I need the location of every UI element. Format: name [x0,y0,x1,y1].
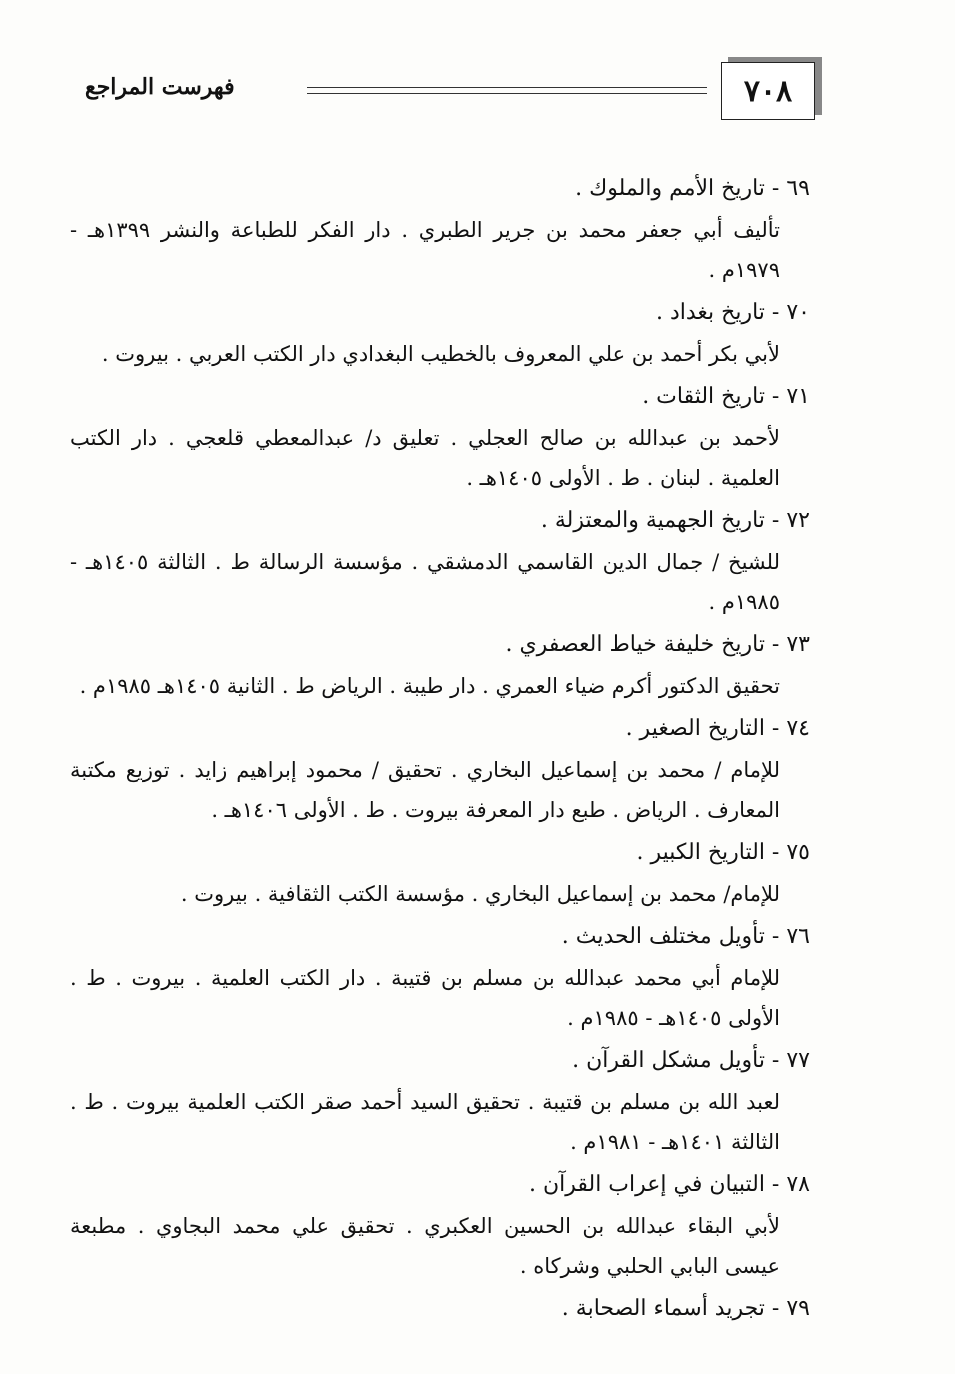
reference-entry [70,834,820,914]
reference-entry [70,1042,820,1162]
reference-entry [70,502,820,622]
page-header [85,60,815,130]
reference-entry [70,710,820,830]
entry-title: ٧٢ - تاريخ الجهمية والمعتزلة . [540,508,810,533]
reference-entry [70,918,820,1038]
reference-entry [70,1290,820,1328]
entry-title: ٧٤ - التاريخ الصغير . [625,716,810,741]
reference-entry [70,1166,820,1286]
header-rule [307,87,707,88]
page-number: ٧٠٨ [743,73,793,109]
entry-title: ٦٩ - تاريخ الأمم والملوك . [575,176,810,201]
entry-title: ٧١ - تاريخ الثقات . [642,384,810,409]
page-number-box [721,62,815,120]
entry-body: للإمام / محمد بن إسماعيل البخاري . تحقيق / محمود إبراهيم زايد . توزيع مكتبة المعارف . الرياض . طبع دار المعرفة بيروت . ط . الأولى ١٤٠٦هـ . [70,758,780,822]
reference-entry [70,294,820,374]
section-title: فهرست المراجع [85,74,235,100]
entry-title: ٧٣ - تاريخ خليفة خياط العصفري . [505,632,810,657]
header-rule-2 [307,93,707,94]
entry-title: ٧٠ - تاريخ بغداد . [655,300,810,325]
entry-body: للإمام أبي محمد عبدالله بن مسلم بن قتيبة . دار الكتب العلمية . بيروت . ط . الأولى ١٤٠٥هـ - ١٩٨٥م . [70,966,780,1030]
entry-title: ٧٥ - التاريخ الكبير . [636,840,810,865]
reference-entry [70,170,820,290]
entry-body: للشيخ / جمال الدين القاسمي الدمشقي . مؤسسة الرسالة ط . الثالثة ١٤٠٥هـ - ١٩٨٥م . [70,550,780,614]
reference-entry [70,378,820,498]
entry-body: للإمام/ محمد بن إسماعيل البخاري . مؤسسة الكتب الثقافية . بيروت . [180,882,780,906]
entry-title: ٧٧ - تأويل مشكل القرآن . [572,1048,810,1073]
entry-title: ٧٩ - تجريد أسماء الصحابة . [561,1296,810,1321]
entry-body: لأبي البقاء عبدالله بن الحسين العكبري . تحقيق علي محمد البجاوي . مطبعة عيسى البابي الحلبي وشركاه . [70,1214,780,1278]
entry-body: لأبي بكر أحمد بن علي المعروف بالخطيب البغدادي دار الكتب العربي . بيروت . [101,342,780,366]
entry-title: ٧٦ - تأويل مختلف الحديث . [561,924,810,949]
references-list [70,170,820,1330]
entry-body: تأليف أبي جعفر محمد بن جرير الطبري . دار الفكر للطباعة والنشر ١٣٩٩هـ - ١٩٧٩م . [70,218,780,282]
entry-body: لعبد الله بن مسلم بن قتيبة . تحقيق السيد أحمد صقر الكتب العلمية بيروت . ط . الثالثة ١٤٠١هـ - ١٩٨١م . [70,1090,780,1154]
entry-title: ٧٨ - التبيان في إعراب القرآن . [528,1172,810,1197]
entry-body: لأحمد بن عبدالله بن صالح العجلي . تعليق د/ عبدالمعطي قلعجي . دار الكتب العلمية . لبنان . ط . الأولى ١٤٠٥هـ . [70,426,780,490]
reference-entry [70,626,820,706]
entry-body: تحقيق الدكتور أكرم ضياء العمري . دار طيبة . الرياض ط . الثانية ١٤٠٥هـ ١٩٨٥م . [79,674,780,698]
